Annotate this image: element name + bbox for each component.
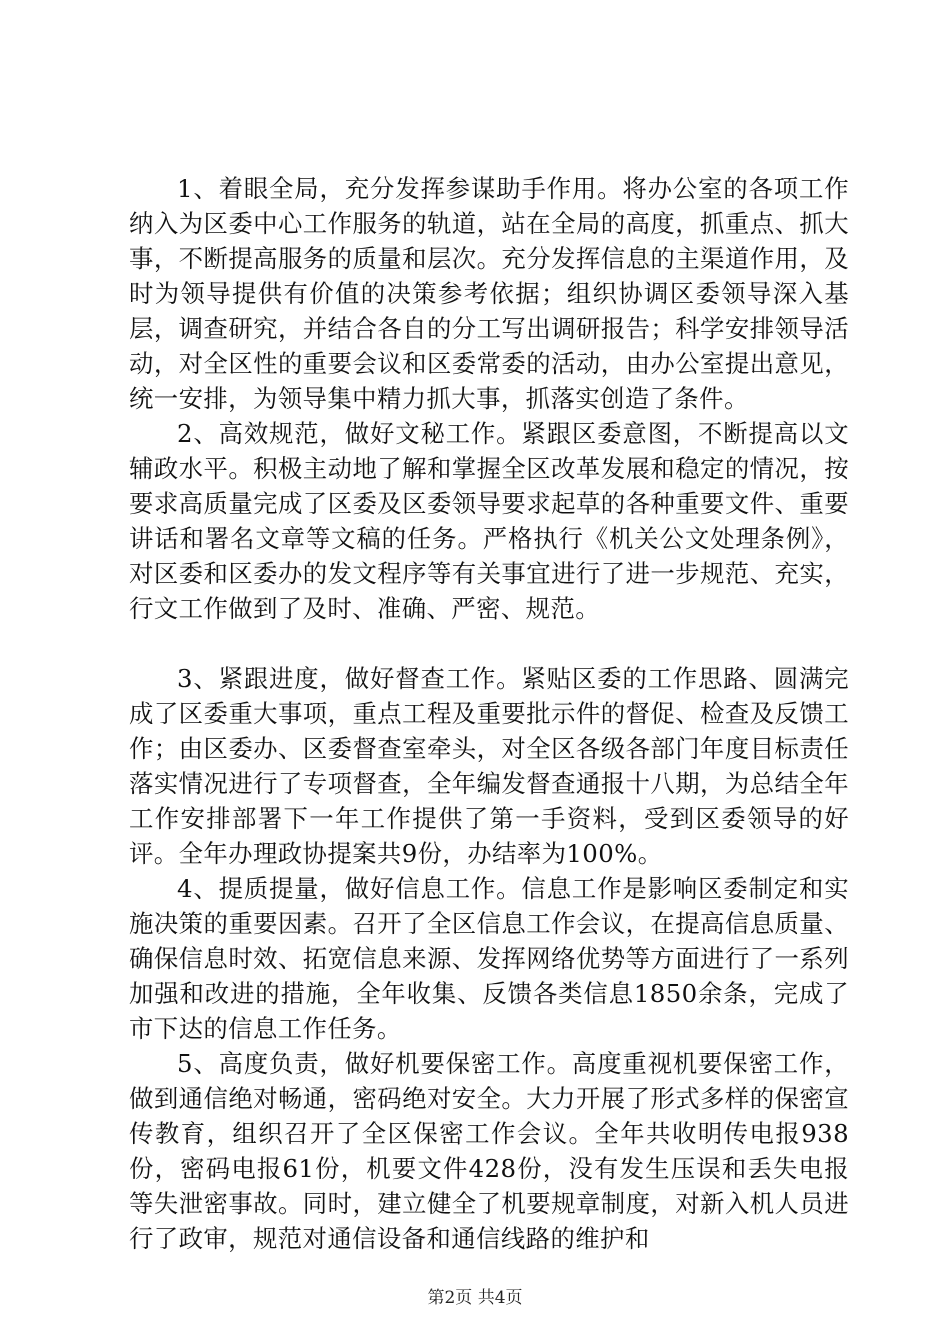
paragraph-4: 4、提质提量，做好信息工作。信息工作是影响区委制定和实施决策的重要因素。召开了全区信息工作会议，在提高信息质量、确保信息时效、拓宽信息来源、发挥网络优势等方面进行了一系列加强和改进的措施，全年收集、反馈各类信息1850余条，完成了市下达的信息工作任务。 xyxy=(129,874,849,1043)
paragraph-5: 5、高度负责，做好机要保密工作。高度重视机要保密工作，做到通信绝对畅通，密码绝对安全。大力开展了形式多样的保密宣传教育，组织召开了全区保密工作会议。全年共收明传电报938份，密码电报61份，机要文件428份，没有发生压误和丢失电报等失泄密事故。同时，建立健全了机要规章制度，对新入机人员进行了政审，规范对通信设备和通信线路的维护和 xyxy=(129,1049,849,1253)
document-body xyxy=(129,171,849,1256)
paragraph-1: 1、着眼全局，充分发挥参谋助手作用。将办公室的各项工作纳入为区委中心工作服务的轨道，站在全局的高度，抓重点、抓大事，不断提高服务的质量和层次。充分发挥信息的主渠道作用，及时为领导提供有价值的决策参考依据；组织协调区委领导深入基层，调查研究，并结合各自的分工写出调研报告；科学安排领导活动，对全区性的重要会议和区委常委的活动，由办公室提出意见，统一安排，为领导集中精力抓大事，抓落实创造了条件。 xyxy=(129,174,849,413)
paragraph-2: 2、高效规范，做好文秘工作。紧跟区委意图，不断提高以文辅政水平。积极主动地了解和掌握全区改革发展和稳定的情况，按要求高质量完成了区委及区委领导要求起草的各种重要文件、重要讲话和署名文章等文稿的任务。严格执行《机关公文处理条例》，对区委和区委办的发文程序等有关事宜进行了进一步规范、充实，行文工作做到了及时、准确、严密、规范。 xyxy=(129,419,849,623)
paragraph-3: 3、紧跟进度，做好督查工作。紧贴区委的工作思路、圆满完成了区委重大事项，重点工程及重要批示件的督促、检查及反馈工作；由区委办、区委督查室牵头，对全区各级各部门年度目标责任落实情况进行了专项督查，全年编发督查通报十八期，为总结全年工作安排部署下一年工作提供了第一手资料，受到区委领导的好评。全年办理政协提案共9份，办结率为100%。 xyxy=(129,664,849,868)
page-footer: 第2页 共4页 xyxy=(427,1288,523,1308)
